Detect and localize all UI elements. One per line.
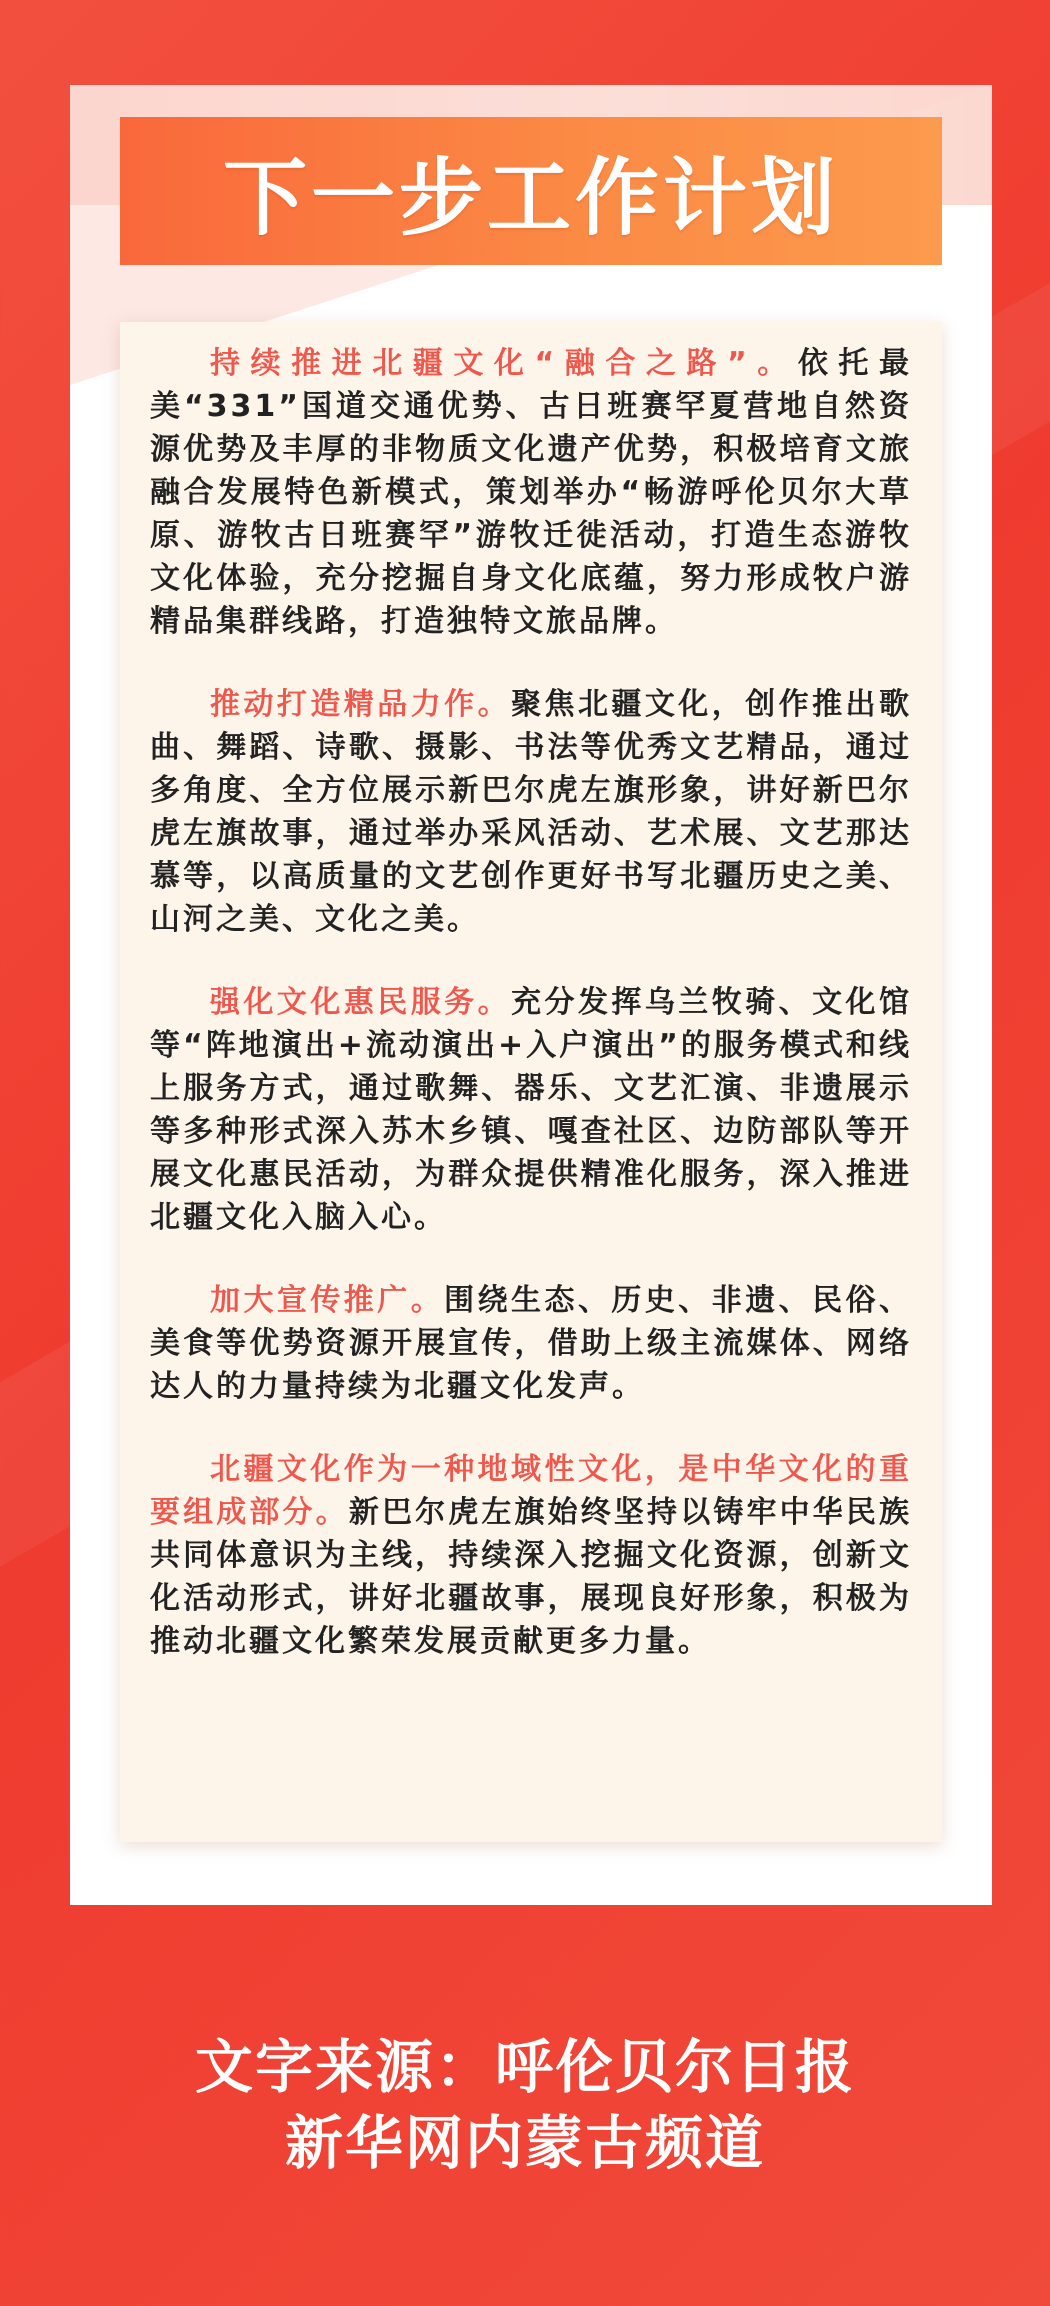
text-panel: [120, 322, 942, 1842]
paragraph-lead: 强化文化惠民服务。: [210, 985, 512, 1020]
paragraph-body: 充分发挥乌兰牧骑、文化馆等“阵地演出+流动演出+入户演出”的服务模式和线上服务方式，通过歌舞、器乐、文艺汇演、非遗展示等多种形式深入苏木乡镇、嘎查社区、边防部队等开展文化惠民活动，为群众提供精准化服务，深入推进北疆文化入脑入心。: [150, 985, 913, 1235]
paragraph-lead: 北疆文化作为一种地域性文化，是中华文化的重要组成部分。: [150, 1452, 912, 1530]
title-banner: [120, 117, 942, 265]
paragraph-body: 围绕生态、历史、非遗、民俗、美食等优势资源开展宣传，借助上级主流媒体、网络达人的力量持续为北疆文化发声。: [150, 1283, 913, 1404]
paragraph-body: 依托最美“331”国道交通优势、古日班赛罕夏营地自然资源优势及丰厚的非物质文化遗产优势，积极培育文旅融合发展特色新模式，策划举办“畅游呼伦贝尔大草原、游牧古日班赛罕”游牧迁徙活动，打造生态游牧文化体验，充分挖掘自身文化底蕴，努力形成牧户游精品集群线路，打造独特文旅品牌。: [150, 346, 912, 639]
paragraph: [150, 342, 912, 643]
paragraph-body: 聚焦北疆文化，创作推出歌曲、舞蹈、诗歌、摄影、书法等优秀文艺精品，通过多角度、全方位展示新巴尔虎左旗形象，讲好新巴尔虎左旗故事，通过举办采风活动、艺术展、文艺那达慕等，以高质量的文艺创作更好书写北疆历史之美、山河之美、文化之美。: [150, 687, 913, 937]
paragraph: [150, 1279, 912, 1408]
source-line-1: 文字来源：呼伦贝尔日报: [194, 2033, 855, 2101]
page-title: 下一步工作计划: [222, 148, 839, 247]
source-line-2: 新华网内蒙古频道: [284, 2109, 765, 2177]
paragraph: [150, 981, 912, 1239]
paragraph-lead: 持续推进北疆文化“融合之路”。: [210, 346, 798, 381]
paragraph-lead: 推动打造精品力作。: [210, 687, 512, 722]
paragraph: [150, 683, 912, 941]
content-card: [70, 85, 992, 1905]
paragraph-body: 新巴尔虎左旗始终坚持以铸牢中华民族共同体意识为主线，持续深入挖掘文化资源，创新文化活动形式，讲好北疆故事，展现良好形象，积极为推动北疆文化繁荣发展贡献更多力量。: [150, 1495, 913, 1659]
paragraph: [150, 1448, 912, 1663]
paragraph-lead: 加大宣传推广。: [210, 1283, 445, 1318]
